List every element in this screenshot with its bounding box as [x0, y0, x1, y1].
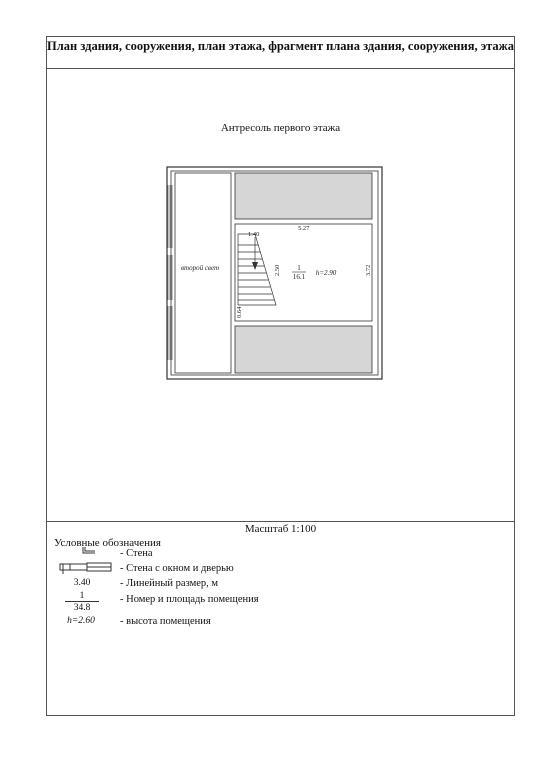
- upper-block: [235, 173, 372, 219]
- legend-dimension: - Линейный размер, м: [120, 578, 219, 589]
- legend-room-number-area: - Номер и площадь помещения: [120, 594, 259, 605]
- legend-title: Условные обозначения: [54, 537, 161, 549]
- dim-depth: 3.72: [365, 264, 372, 276]
- dim-bottom: 0.64: [236, 306, 243, 318]
- floor-label: Антресоль первого этажа: [220, 122, 341, 134]
- stair-icon: [238, 234, 276, 305]
- dim-width: 5.27: [298, 225, 310, 232]
- scale-label: Масштаб 1:100: [244, 523, 317, 535]
- legend-room-number-symbol: 1: [65, 591, 99, 602]
- room-height: h=2.90: [315, 269, 337, 277]
- dim-stair-width: 1.40: [248, 231, 260, 238]
- legend-height-symbol: h=2.60: [67, 616, 95, 626]
- document-title: План здания, сооружения, план этажа, фрагмент плана здания, сооружения, этажа: [47, 37, 514, 69]
- room-number: 1: [297, 264, 301, 272]
- second-light-label: второй свет: [180, 264, 220, 272]
- legend-wall: - Стена: [120, 548, 153, 559]
- room-area: 16.1: [292, 273, 306, 281]
- legend-room-area-symbol: 34.8: [73, 603, 91, 613]
- lower-block: [235, 326, 372, 373]
- legend-dimension-symbol: 3.40: [73, 578, 91, 588]
- legend-wall-window-door: - Стена с окном и дверью: [120, 563, 234, 574]
- dim-stair-length: 2.50: [274, 264, 281, 276]
- legend-height: - высота помещения: [120, 616, 211, 627]
